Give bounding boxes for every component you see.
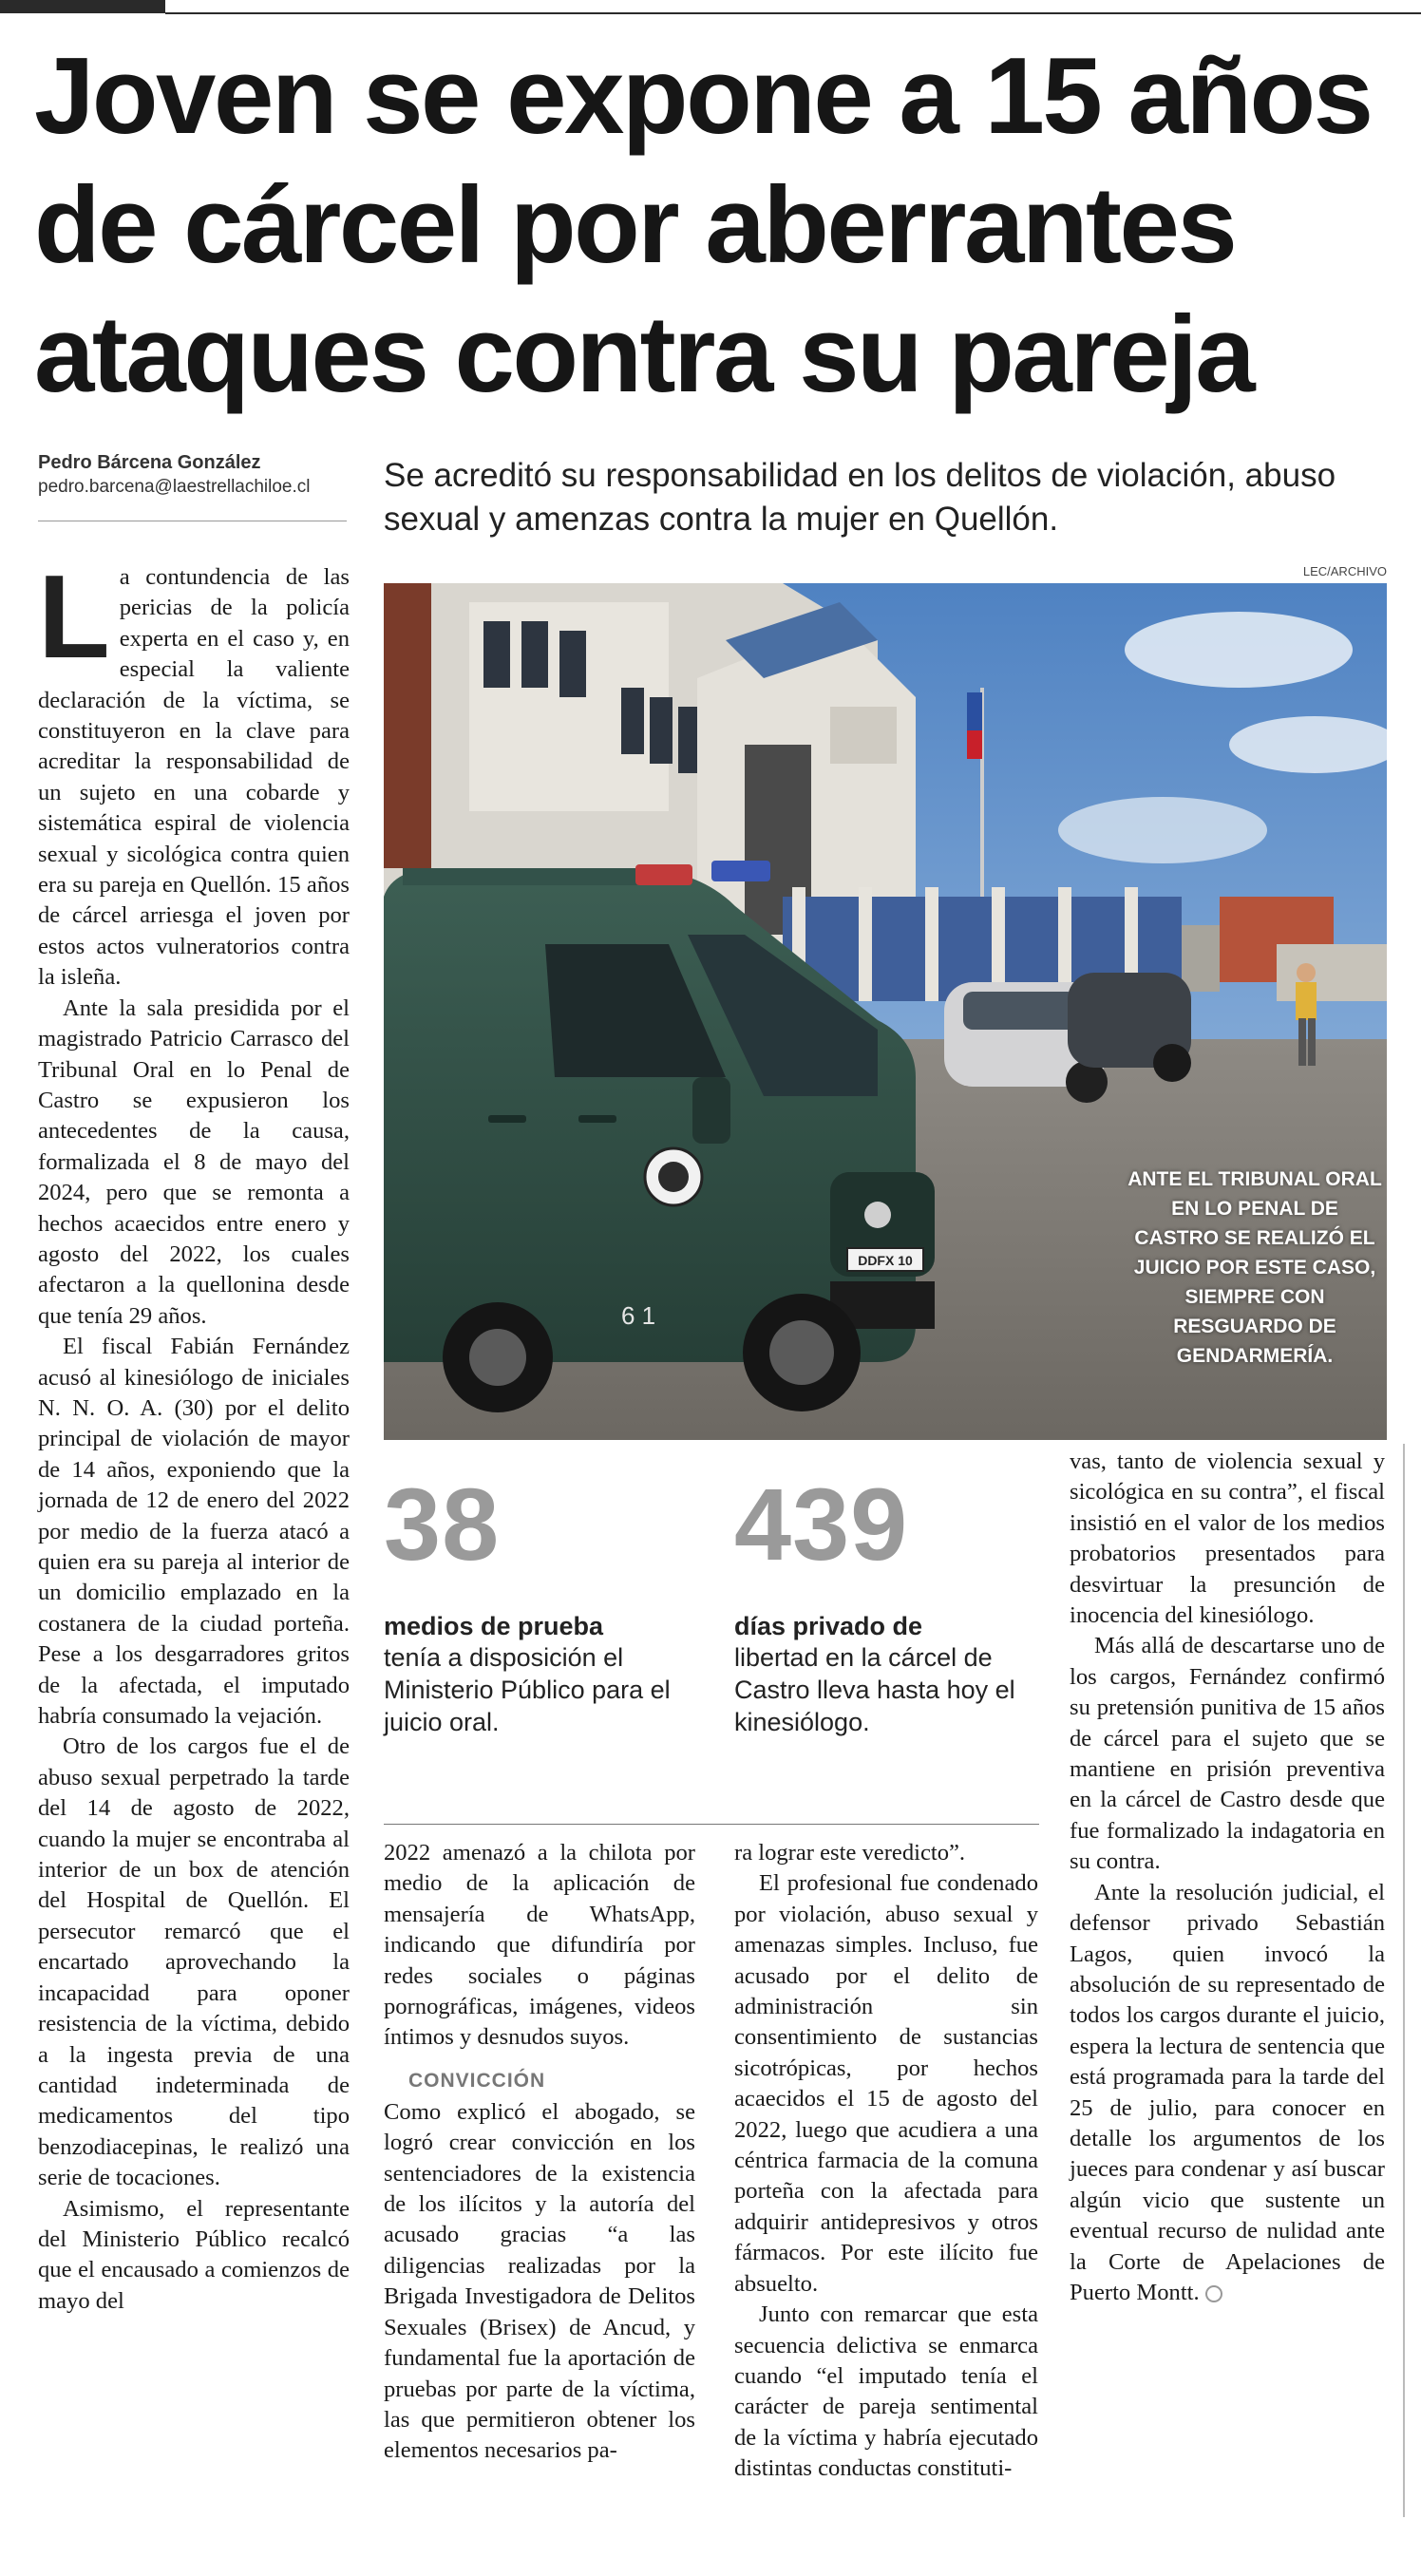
photo-caption: ANTE EL TRIBUNAL ORAL EN LO PENAL DE CASTRO SE REALIZÓ EL JUICIO POR ESTE CASO, SIEMPRE CON RESGUARDO DE GENDARMERÍA. [1127,1168,1382,1367]
paragraph: Más allá de descartarse uno de los cargos, Fernández confirmó su pretensión punitiva de 15 años de cárcel para el sujeto que se mantiene en prisión preventiva en la cárcel de Castro desde que fue formalizado la indagatoria en su contra. [1070,1633,1385,1875]
stat-box-439 [734,1467,1038,1738]
paragraph: Otro de los cargos fue el de abuso sexual perpetrado la tarde del 14 de agosto de 2022, cuando la mujer se encontraba al interior de un box de atención del Hospital de Quellón. El persecutor remarcó que el encartado aprovechando la incapacidad para oponer resistencia de la víctima, debido a la ingesta previa de una cantidad indeterminada de medicamentos del tipo benzodiacepinas, le realizó una serie de tocaciones. [38,1733,350,2191]
paragraph: Junto con remarcar que esta secuencia delictiva se enmarca cuando “el imputado tenía el carácter de pareja sentimental de la víctima y habría ejecutado distintas conductas constituti- [734,2301,1038,2482]
stat-lead: medios de prueba [384,1612,604,1640]
end-of-article-icon [1205,2285,1222,2302]
section-tab-block [0,0,165,13]
top-rule [165,12,1421,14]
stat-lead: días privado de [734,1612,923,1640]
paragraph: ra lograr este veredicto”. [734,1840,966,1866]
byline [38,450,361,500]
paragraph: 2022 amenazó a la chilota por medio de la aplicación de mensajería de WhatsApp, indicando que difundiría por redes sociales o páginas pornográficas, imágenes, videos íntimos y desnudos suyos. [384,1840,695,2051]
section-heading: CONVICCIÓN [408,2069,546,2092]
paragraph: Como explicó el abogado, se logró crear convicción en los sentenciadores de la existencia de los ilícitos y la autoría del acusado gracias “a las diligencias realizadas por la Brigada Investigadora de Delitos Sexuales (Brisex) de Ancud, y fundamental fue la aportación de pruebas por parte de la víctima, las que permitieron obtener los elementos necesarios pa- [384,2098,695,2464]
drop-cap: L [38,552,110,683]
headline: Joven se expone a 15 años de cárcel por aberrantes ataques contra su pareja [34,36,1372,415]
paragraph: Ante la sala presidida por el magistrado Patricio Carrasco del Tribunal Oral en lo Penal de Castro se expusieron los antecedentes de la causa, formalizada el 8 de mayo del 2024, pero que se remonta a hechos acaecidos entre enero y agosto del 2022, los cuales afectaron a la quellonina desde que tenía 29 años. [38,994,350,1329]
right-column-rule [1403,1444,1405,2517]
stat-description: tenía a disposición el Ministerio Público para el juicio oral. [384,1643,671,1736]
stat-description: libertad en la cárcel de Castro lleva hasta hoy el kinesiólogo. [734,1643,1015,1736]
vehicle-plate: DDFX 10 [858,1253,913,1268]
top-bar [0,0,1421,17]
paragraph: El fiscal Fabián Fernández acusó al kinesiólogo de iniciales N. N. O. A. (30) por el delito principal de violación de mayor de 14 años, exponiendo que la jornada de 12 de enero del 2022 por medio de la fuerza atacó a quien era su pareja al interior de un domicilio emplazado en la costanera de la ciudad porteña. Pese a los desgarradores gritos de la afectada, el imputado habría consumado la vejación. [38,1334,350,1730]
paragraph-text: Ante la resolución judicial, el defensor privado Sebastián Lagos, quien invocó la absolución de su representado de todos los cargos durante el juicio, espera la lectura de sentencia que está programada para la tarde del 25 de julio, para conocer en detalle los argumentos de los jueces para condenar y así buscar algún vicio que sustente un eventual recurso de nulidad ante la Corte de Apelaciones de Puerto Montt. [1070,1879,1385,2305]
paragraph: El profesional fue condenado por violación, abuso sexual y amenazas simples. Incluso, fue acusado por el delito de administración sin consentimiento de sustancias sicotrópicas, por hechos acaecidos el 15 de agosto del 2022, luego que acudiera a una céntrica farmacia de la comuna porteña con la afectada para adquirir antidepresivos y otros fármacos. Por este ilícito fue absuelto. [734,1870,1038,2297]
subhead: Se acreditó su responsabilidad en los delitos de violación, abuso sexual y amenzas contra la mujer en Quellón. [384,457,1336,538]
article-column-3 [734,1838,1038,2485]
stat-rule [384,1824,1039,1825]
paragraph [1070,1878,1385,2309]
stat-number: 439 [734,1467,909,1582]
paragraph-text: a contundencia de las pericias de la policía experta en el caso y, en especial la valiente declaración de la víctima, se constituyeron en la clave para acreditar la responsabilidad de un sujeto en una cobarde y sistemática espiral de violencia sexual y sicológica contra quien era su pareja en Quellón. 15 años de cárcel arriesga el joven por estos actos vulneratorios contra la isleña. [38,564,350,991]
byline-author: Pedro Bárcena González [38,452,261,473]
article-column-1 [38,552,350,2317]
stat-number: 38 [384,1467,501,1582]
vehicle-marking: 6 1 [621,1301,656,1330]
byline-email[interactable]: pedro.barcena@laestrellachiloe.cl [38,477,311,497]
article-column-4 [1070,1447,1385,2308]
article-column-2 [384,1838,695,2467]
photo-credit: LEC/ARCHIVO [1302,564,1387,578]
paragraph [38,552,350,994]
paragraph: vas, tanto de violencia sexual y sicológica en su contra”, el fiscal insistió en el valor de los medios probatorios presentados para desvirtuar la presunción de inocencia del kinesiólogo. [1070,1449,1385,1629]
paragraph: Asimismo, el representante del Ministerio Público recalcó que el encausado a comienzos de mayo del [38,2195,350,2314]
stat-box-38 [384,1467,697,1738]
